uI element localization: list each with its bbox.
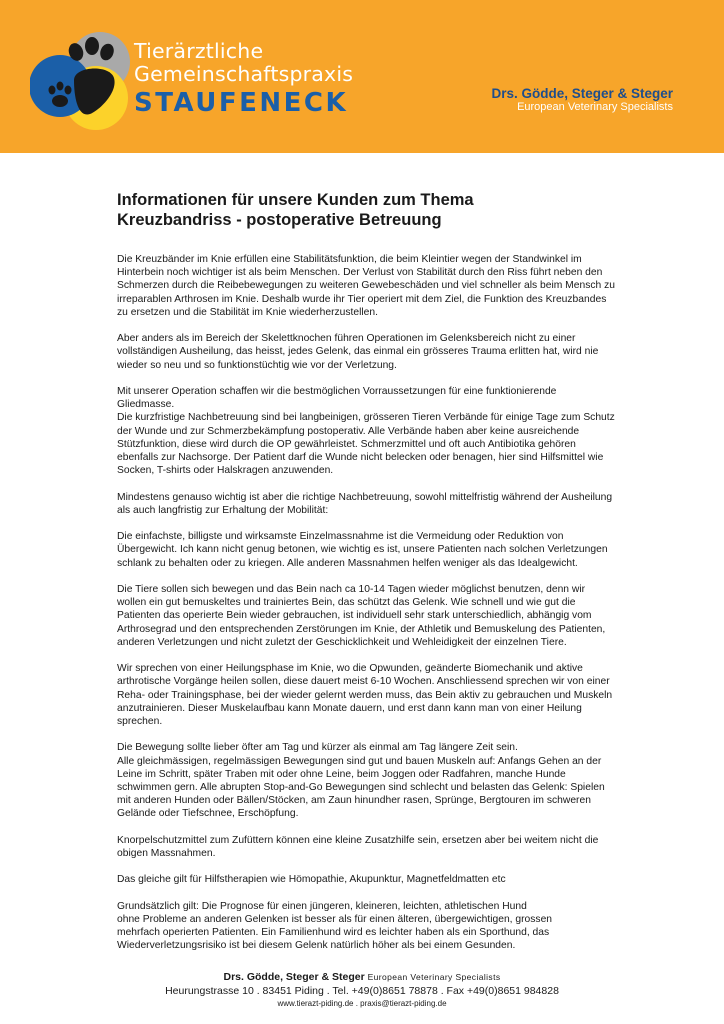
logo-line-tieraerztliche: Tierärztliche <box>134 39 264 63</box>
paragraph-line: schlank zu behalten oder zu kriegen. Alle anderen Massnahmen helfen weniger als das Idealgewicht. <box>117 557 578 569</box>
paragraph-line: Übergewicht. Ich kann nicht genug betonen, wie wichtig es ist, unsere Patienten nach solchen Verletzungen <box>117 544 608 556</box>
paragraph <box>117 253 637 319</box>
paragraph <box>117 385 637 477</box>
paragraph-line: Wiederverletzungsrisiko ist bei diesem Gelenk natürlich höher als bei einem Gesunden. <box>117 940 516 952</box>
paragraph <box>117 583 637 649</box>
doctors-subtitle: European Veterinary Specialists <box>517 101 673 113</box>
paragraph-line: Schmerzen durch die Reibebewegungen zu weiteren Gewebeschäden und viel schneller als beim Mensch zu <box>117 280 615 292</box>
footer-identity <box>0 970 724 984</box>
paragraph-line: Alle gleichmässigen, regelmässigen Bewegungen sind gut und bauen Muskeln auf: Anfangs Gehen an der <box>117 755 602 767</box>
paragraph-line: Mit unserer Operation schaffen wir die bestmöglichen Vorraussetzungen für eine funktionierende <box>117 386 557 397</box>
paragraph-list <box>117 253 637 953</box>
paragraph-line: anzutrainieren. Dieser Muskelaufbau kann Monate dauern, und erst dann kann man von einer Heilung <box>117 702 582 714</box>
paragraph-line: vollständigen Ausheilung, das heisst, jedes Gelenk, das einmal ein grösseres Trauma erlitten hat, wird nie <box>117 346 599 358</box>
title-line: Kreuzbandriss - postoperative Betreuung <box>117 211 442 229</box>
paragraph-line: mit anderen Hunden oder Bällen/Stöcken, am Zaun hinundher rasen, Sprünge, Bergtouren im schweren <box>117 795 591 807</box>
paragraph-line: Patienten das operierte Bein wieder gebrauchen, ist individuell sehr stark unterschiedlich, abhängig vom <box>117 610 592 622</box>
header-banner <box>0 0 724 153</box>
title-line: Informationen für unsere Kunden zum Thema <box>117 191 474 209</box>
doctors-block <box>491 86 673 114</box>
paragraph-line: zu ersetzen und die Stabilität im Knie wiederherzustellen. <box>117 306 378 318</box>
paragraph <box>117 834 637 860</box>
paragraph-line: sprechen. <box>117 716 163 728</box>
paragraph-line: Knorpelschutzmittel zum Zufüttern können eine kleine Zusatzhilfe sein, ersetzen aber bei weitem nicht die <box>117 834 599 846</box>
paragraph <box>117 530 637 570</box>
footer-web: www.tierazt-piding.de . praxis@tierazt-piding.de <box>277 999 447 1008</box>
paragraph-line: Arthrosegrad und den entsprechenden Zerstörungen im Knie, der Athletik und Bemuskelung des Patienten, <box>117 623 606 635</box>
paragraph <box>117 491 637 517</box>
document-title <box>117 190 637 230</box>
paragraph-line: irreparablen Arthrosen im Knie. Deshalb wurde ihr Tier operiert mit dem Ziel, die Funktion des Kreuzbandes <box>117 293 607 305</box>
paragraph-line: der Wunde und zur Schmerzbekämpfung postoperativ. Alle Verbände haben aber keine ausreichende <box>117 425 580 437</box>
paragraph-line: ebenfalls zur Nachsorge. Der Patient darf die Wunde nicht belecken oder benagen, hier sind Hilfsmittel wie <box>117 452 604 464</box>
paragraph-line: mehrfach operierten Patienten. Ein Familienhund wird es leichter haben als ein Sporthund, das <box>117 927 550 939</box>
paragraph-line: als auch langfristig zur Erhaltung der Mobilität: <box>117 504 329 516</box>
paragraph-line: Gelände oder Tiefschnee, Erschöpfung. <box>117 808 299 820</box>
paragraph-line: Das gleiche gilt für Hilfstherapien wie Hömopathie, Akupunktur, Magnetfeldmatten etc <box>117 874 506 886</box>
paragraph-line: anderen Verletzungen und nicht zuletzt der Geschicklichkeit und Wehleidigkeit der einzelnen Tiere. <box>117 636 567 648</box>
logo-line-gemeinschaftspraxis: Gemeinschaftspraxis <box>134 62 354 86</box>
doctors-name: Drs. Gödde, Steger & Steger <box>491 86 673 101</box>
paragraph-line: wollen ein gut bemuskeltes und trainiertes Bein, das schützt das Gelenk. Wie schnell und wie gut die <box>117 597 576 609</box>
paragraph-line: Die kurzfristige Nachbetreuung sind bei langbeinigen, grösseren Tieren Verbände für einige Tage zum Schutz <box>117 412 615 424</box>
paragraph-line: ohne Probleme an anderen Gelenken ist besser als für einen älteren, übergewichtigen, grossen <box>117 914 553 925</box>
paragraph-line: Leine im Schritt, später Traben mit oder ohne Leine, beim Joggen oder Radfahren, manche Hunde <box>117 768 566 780</box>
paragraph-line: Die einfachste, billigste und wirksamste Einzelmassnahme ist die Vermeidung oder Reduktion von <box>117 531 564 543</box>
paragraph <box>117 900 637 953</box>
paragraph <box>117 873 637 886</box>
paragraph <box>117 332 637 372</box>
document-body <box>117 190 637 966</box>
logo-line-staufeneck: STAUFENECK <box>134 88 349 118</box>
paragraph-line: Stützfunktion, diese wird durch die OP gewährleistet. Schmerzmittel und oft auch Antibiotika gehören <box>117 438 576 450</box>
paragraph-line: wieder so neu und so funktionstüchtig wie vor der Verletzung. <box>117 359 397 371</box>
paragraph-line: arthrotische Vorgänge heilen sollen, diese dauert meist 6-10 Wochen. Anschliessend sprechen wir von einer <box>117 676 610 688</box>
footer-address: Heurungstrasse 10 . 83451 Piding . Tel. +49(0)8651 78878 . Fax +49(0)8651 984828 <box>165 985 559 997</box>
paragraph <box>117 662 637 728</box>
paragraph-line: obigen Massnahmen. <box>117 848 216 860</box>
footer-name: Drs. Gödde, Steger & Steger <box>223 971 365 983</box>
practice-logo <box>30 28 140 133</box>
paragraph-line: Hinterbein noch wichtiger ist als beim Menschen. Der Verlust von Stabilität durch den Riss führt neben den <box>117 267 603 279</box>
paragraph-line: Die Tiere sollen sich bewegen und das Bein nach ca 10-14 Tagen wieder möglichst benutzen, denn wir <box>117 584 586 595</box>
paragraph-line: Socken, T-shirts oder Halskragen anzuwenden. <box>117 465 334 477</box>
footer-subtitle: European Veterinary Specialists <box>367 972 501 982</box>
paragraph-line: schwimmen gern. Alle abrupten Stop-and-Go Bewegungen sind schlecht und belasten das Gelenk: Spielen <box>117 782 605 794</box>
logo-wordmark <box>134 40 353 119</box>
paragraph-line: Reha- oder Trainingsphase, bei der wieder gelernt werden muss, das Bein aktiv zu gebrauchen und Muskeln <box>117 689 613 701</box>
paragraph-line: Aber anders als im Bereich der Skelettknochen führen Operationen im Gelenksbereich nicht zu einer <box>117 333 576 345</box>
paragraph-line: Die Bewegung sollte lieber öfter am Tag und kürzer als einmal am Tag längere Zeit sein. <box>117 742 518 754</box>
paragraph-line: Gliedmasse. <box>117 399 175 411</box>
paragraph <box>117 741 637 820</box>
paragraph-line: Mindestens genauso wichtig ist aber die richtige Nachbetreuung, sowohl mittelfristig während der Ausheilung <box>117 491 613 503</box>
paragraph-line: Die Kreuzbänder im Knie erfüllen eine Stabilitätsfunktion, die beim Kleintier wegen der Standwinkel im <box>117 254 582 265</box>
paragraph-line: Wir sprechen von einer Heilungsphase im Knie, wo die Opwunden, geänderte Biomechanik und aktive <box>117 663 583 675</box>
paragraph-line: Grundsätzlich gilt: Die Prognose für einen jüngeren, kleineren, leichten, athletischen Hund <box>117 900 527 912</box>
footer <box>0 970 724 1009</box>
